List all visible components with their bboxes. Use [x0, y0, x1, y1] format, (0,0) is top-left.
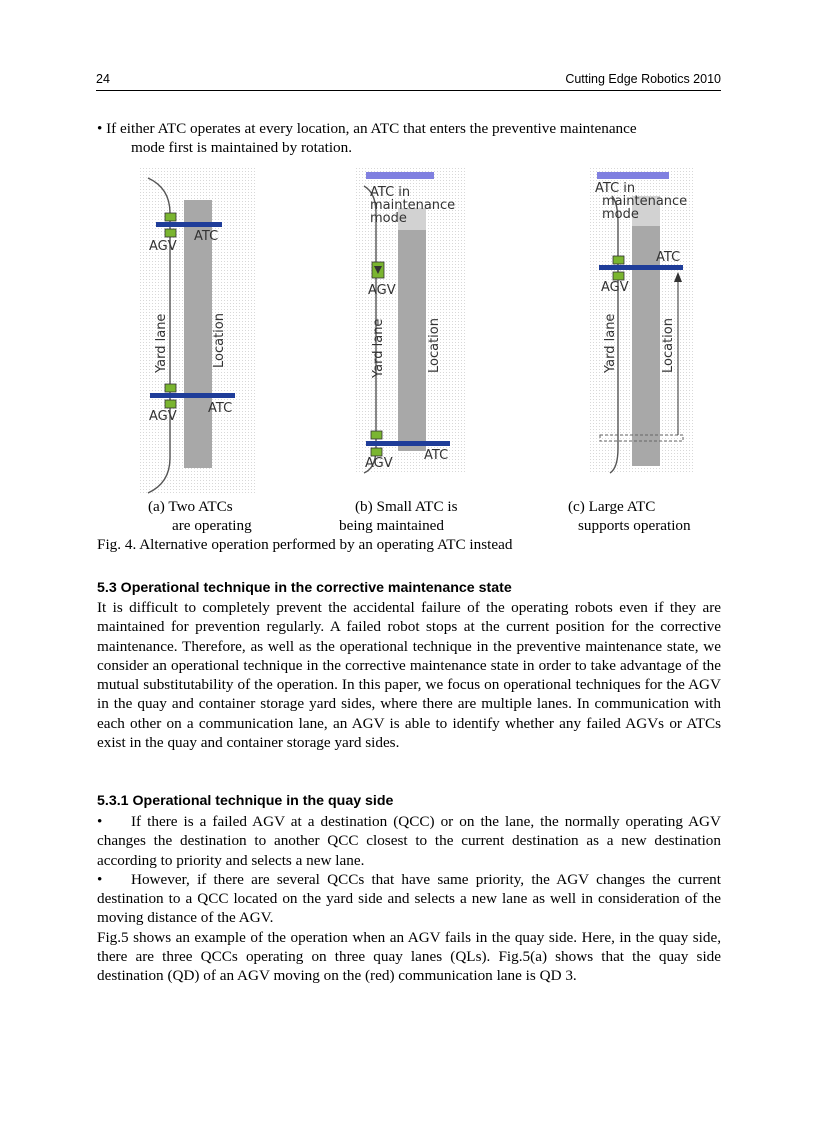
panel-c-maint-line2: maintenance	[602, 194, 688, 209]
caption-c-line1: (c) Large ATC	[568, 498, 656, 515]
caption-c	[560, 497, 720, 535]
section-5-3-1-body	[97, 812, 721, 986]
bullet-text-2: However, if there are several QCCs that have same priority, the AGV changes the current destination to a QCC located on the yard side and selects a new lane as well in consideration of the moving distance of the AGV.	[97, 870, 721, 927]
intro-bullet	[97, 119, 707, 157]
panel-b-atc-rail	[366, 441, 450, 446]
panel-c-yard-lane-label: Yard lane	[603, 313, 618, 373]
panel-a-atc-rail-bottom	[150, 393, 235, 398]
panel-a-agv-label-bottom: AGV	[149, 409, 177, 424]
bullet-item-1	[97, 812, 721, 870]
running-header	[96, 70, 721, 91]
panel-c-agv-label: AGV	[601, 280, 629, 295]
panel-a-agv-bottom-upper	[165, 384, 176, 392]
panel-c-maint-line1: ATC in	[595, 181, 636, 196]
panel-a-agv-top-lower	[165, 229, 176, 237]
panel-c-agv-upper	[613, 256, 624, 264]
panel-c-location-column	[632, 196, 660, 466]
panel-b-maint-line2: maintenance	[370, 198, 456, 213]
bullet-item-2	[97, 870, 721, 928]
panel-b	[355, 168, 465, 473]
panel-c-maint-line3: mode	[602, 207, 639, 222]
panel-c-atc-label: ATC	[656, 250, 681, 265]
panel-a-atc-label-top: ATC	[194, 229, 219, 244]
figure-caption: Fig. 4. Alternative operation performed by an operating ATC instead	[97, 536, 513, 553]
panel-c	[590, 168, 695, 473]
panel-b-maint-line1: ATC in	[370, 185, 411, 200]
caption-a-line1: (a) Two ATCs	[148, 498, 233, 515]
running-title: Cutting Edge Robotics 2010	[565, 72, 721, 86]
bullet-dot-2: •	[97, 870, 103, 888]
panel-c-maintenance-bar	[597, 172, 669, 179]
intro-bullet-line2: mode first is maintained by rotation.	[131, 139, 353, 157]
caption-a	[130, 497, 270, 535]
panel-a-agv-label-top: AGV	[149, 239, 177, 254]
panel-b-atc-label: ATC	[424, 448, 449, 463]
panel-b-yard-lane-label: Yard lane	[371, 318, 386, 378]
caption-b-line2: being maintained	[339, 517, 445, 534]
closing-paragraph: Fig.5 shows an example of the operation when an AGV fails in the quay side. Here, in the quay side, there are three QCCs operating on three quay lanes (QLs). Fig.5(a) shows that the quay side destination (QD) of an AGV moving on the (red) communication lane is QD 3.	[97, 928, 721, 985]
panel-a-location-label: Location	[212, 313, 227, 368]
caption-b	[325, 497, 485, 535]
panel-b-location-label: Location	[427, 318, 442, 373]
panel-a	[140, 168, 255, 493]
panel-a-atc-label-bottom: ATC	[208, 401, 233, 416]
panel-a-agv-bottom-lower	[165, 400, 176, 408]
panel-b-agv-label-moving: AGV	[368, 283, 396, 298]
panel-b-agv-bottom-lower	[371, 448, 382, 456]
bullet-text-1: If there is a failed AGV at a destination (QCC) or on the lane, the normally operating AGV changes the destination to another QCC closest to the current destination as a new destination according to priority and selects a new lane.	[97, 813, 721, 869]
caption-c-line2: supports operation	[578, 517, 691, 534]
section-5-3-heading: 5.3 Operational technique in the corrective maintenance state	[97, 580, 512, 596]
panel-b-agv-label-bottom: AGV	[365, 456, 393, 471]
caption-b-line1: (b) Small ATC is	[355, 498, 458, 515]
figure-4	[140, 168, 710, 498]
panel-a-agv-top-upper	[165, 213, 176, 221]
page-number: 24	[96, 72, 110, 86]
panel-b-agv-bottom-upper	[371, 431, 382, 439]
bullet-glyph: •	[97, 120, 103, 137]
panel-b-location-column	[398, 208, 426, 451]
panel-c-location-label: Location	[661, 318, 676, 373]
panel-b-maintenance-bar	[366, 172, 434, 179]
bullet-dot-1: •	[97, 813, 103, 830]
section-5-3-body: It is difficult to completely prevent the accidental failure of the operating robots even if they are maintained for prevention regularly. A failed robot stops at the current position for the corrective maintenance. Therefore, as well as the operational technique in the preventive maintenance state, we consider an operational technique in the corrective maintenance state in order to take advantage of the mutual substitutability of the operation. In this paper, we focus on operational techniques for the AGV in the quay and container storage yard sides, where there are multiple lanes. In communication with each other on a communication lane, an AGV is able to identify whether any failed AGVs or ATCs exist in the quay and container storage yard sides.	[97, 599, 721, 752]
intro-bullet-line1: If either ATC operates at every location, an ATC that enters the preventive maintenance	[106, 120, 637, 137]
panel-c-agv-lower	[613, 272, 624, 280]
section-5-3-1-heading: 5.3.1 Operational technique in the quay side	[97, 793, 394, 809]
caption-a-line2: are operating	[172, 517, 252, 534]
panel-a-atc-rail-top	[156, 222, 222, 227]
panel-c-atc-rail	[599, 265, 683, 270]
panel-b-maint-line3: mode	[370, 211, 407, 226]
panel-a-yard-lane-label: Yard lane	[154, 313, 169, 373]
figure-4-diagram	[140, 168, 710, 498]
